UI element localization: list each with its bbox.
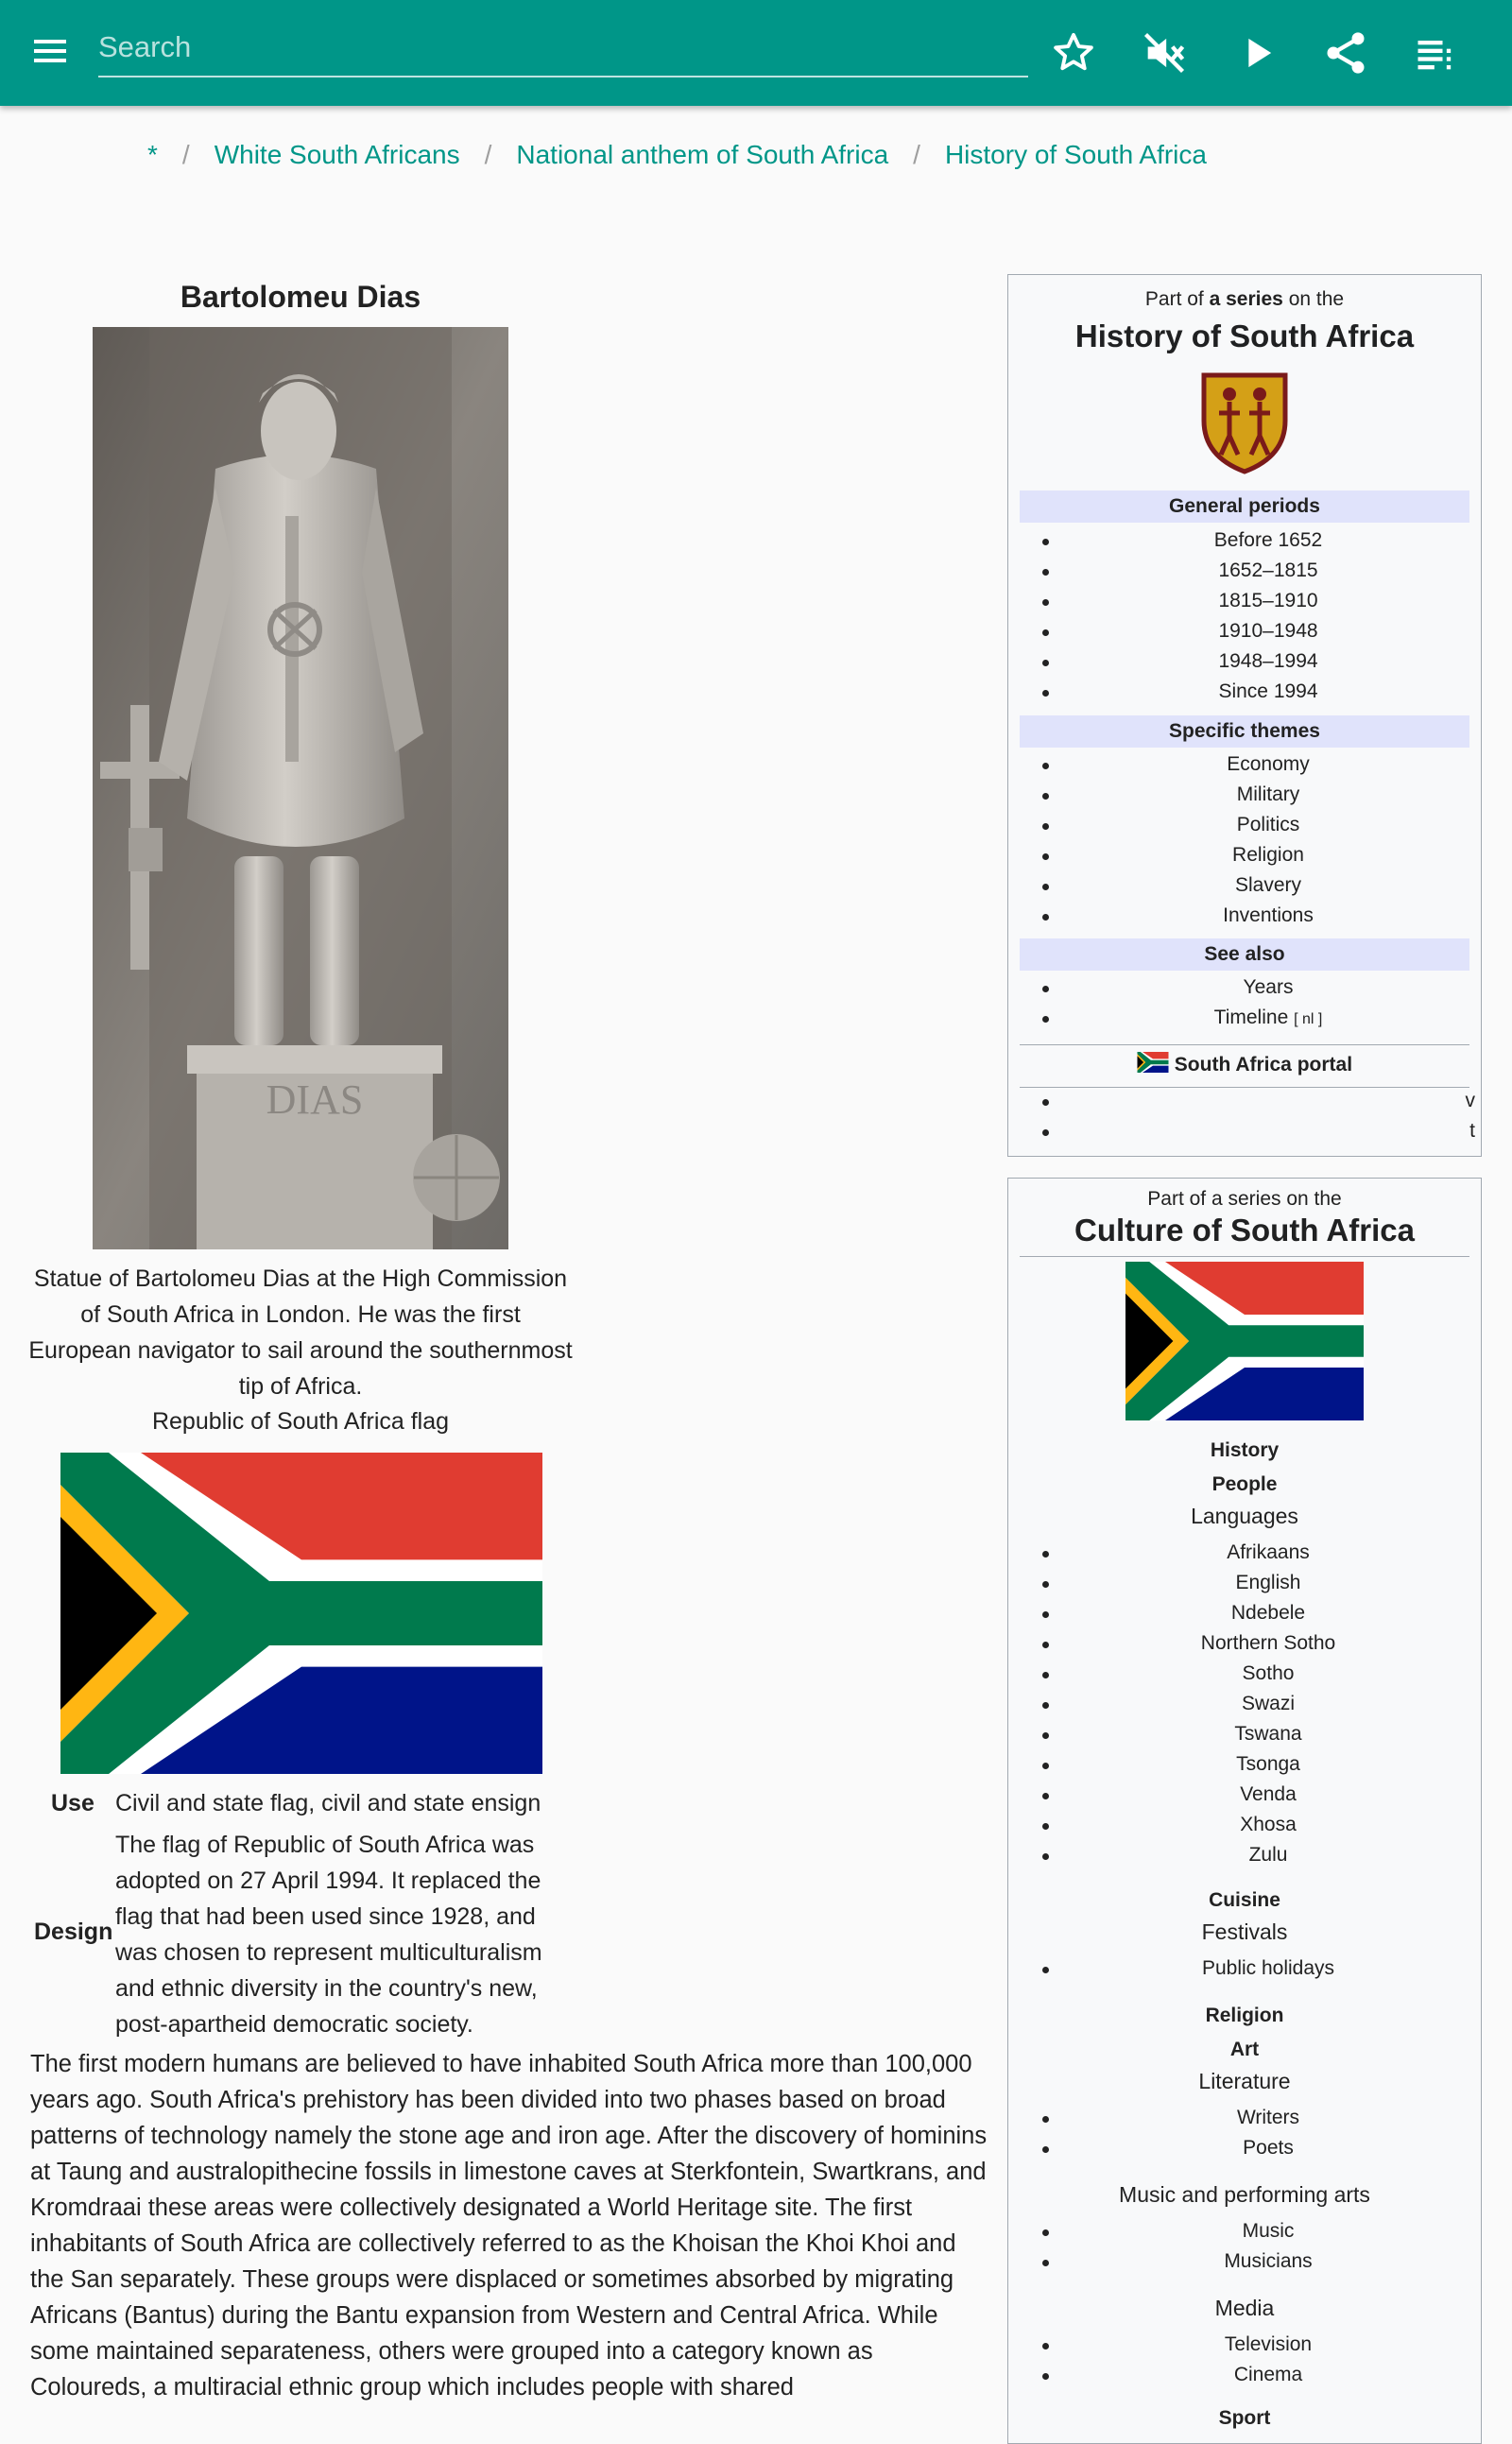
- statue-inscription: DIAS: [266, 1076, 364, 1123]
- culture-people-link[interactable]: People: [1211, 1473, 1278, 1495]
- breadcrumb-separator: /: [913, 140, 920, 169]
- history-sidebar-title[interactable]: History of South Africa: [1074, 318, 1415, 353]
- breadcrumb-root[interactable]: *: [147, 140, 158, 169]
- search-box: [98, 21, 1028, 77]
- breadcrumb-white-south-africans[interactable]: White South Africans: [214, 140, 460, 169]
- list-item[interactable]: Venda: [1008, 1780, 1481, 1810]
- general-periods-list: [1008, 525, 1481, 707]
- culture-sidebar-title[interactable]: Culture of South Africa: [1074, 1213, 1415, 1248]
- list-item[interactable]: 1948–1994: [1008, 646, 1481, 677]
- specific-themes-header: Specific themes: [1020, 715, 1469, 748]
- timeline-language-link[interactable]: [ nl ]: [1294, 1011, 1323, 1027]
- list-item[interactable]: Cinema: [1008, 2360, 1481, 2390]
- festivals-header[interactable]: Festivals: [1201, 1919, 1288, 1944]
- literature-header[interactable]: Literature: [1198, 2069, 1291, 2093]
- divider: [1020, 1044, 1469, 1045]
- list-item[interactable]: Religion: [1008, 840, 1481, 870]
- list-item[interactable]: Afrikaans: [1008, 1538, 1481, 1568]
- breadcrumb-national-anthem[interactable]: National anthem of South Africa: [516, 140, 889, 169]
- talk-link[interactable]: t: [1008, 1116, 1481, 1146]
- south-africa-flag-image[interactable]: [60, 1453, 542, 1774]
- specific-themes-list: [1008, 749, 1481, 931]
- media-list: [1008, 2330, 1481, 2390]
- star-icon[interactable]: [1049, 28, 1098, 77]
- flag-caption: Republic of South Africa flag: [151, 1408, 450, 1435]
- festivals-list: [1008, 1953, 1481, 1984]
- list-item[interactable]: Politics: [1008, 810, 1481, 840]
- article-paragraph: The first modern humans are believed to have inhabited South Africa more than 100,000 years ago. South Africa's prehistory has been divided into two phases based on broad patterns of technology namely the stone age and iron age. After the discovery of hominins at Taung and australopithecine fossils in limestone caves at Sterkfontein, Swartkrans, and Kromdraai these areas were collectively designated a World Heritage site. The first inhabitants of South Africa are collectively referred to as the Khoisan the Khoi Khoi and the San separately. These groups were displaced or sometimes absorbed by migrating Africans (Bantus) during the Bantu expansion from Western and Central Africa. While some maintained separateness, others were grouped into a category known as Coloureds, a multiracial ethnic group which includes people with shared: [30, 2051, 988, 2401]
- list-item[interactable]: Inventions: [1008, 901, 1481, 931]
- list-item[interactable]: Northern Sotho: [1008, 1628, 1481, 1659]
- culture-history-link[interactable]: History: [1210, 1439, 1280, 1461]
- search-input[interactable]: [98, 23, 1028, 72]
- list-item[interactable]: Tswana: [1008, 1719, 1481, 1749]
- list-item[interactable]: Tsonga: [1008, 1749, 1481, 1780]
- languages-header[interactable]: Languages: [1191, 1504, 1298, 1528]
- list-item[interactable]: Since 1994: [1008, 677, 1481, 707]
- list-item[interactable]: Economy: [1008, 749, 1481, 780]
- statue-title: Bartolomeu Dias: [180, 280, 421, 314]
- list-item[interactable]: Before 1652: [1008, 525, 1481, 556]
- vte-list: [1008, 1086, 1481, 1146]
- series-link[interactable]: a series: [1209, 288, 1283, 310]
- list-item[interactable]: English: [1008, 1568, 1481, 1598]
- list-item[interactable]: 1652–1815: [1008, 556, 1481, 586]
- general-periods-header: General periods: [1020, 491, 1469, 523]
- flag-use-text: Civil and state flag, civil and state ensign: [115, 1790, 541, 1816]
- culture-series-prefix: Part of a series on the: [1147, 1188, 1342, 1210]
- list-item[interactable]: Public holidays: [1008, 1953, 1481, 1984]
- list-item[interactable]: Ndebele: [1008, 1598, 1481, 1628]
- see-also-header: See also: [1020, 938, 1469, 971]
- breadcrumb-separator: /: [181, 140, 190, 169]
- play-icon[interactable]: [1232, 28, 1281, 77]
- list-item[interactable]: Music: [1008, 2216, 1481, 2246]
- list-item[interactable]: Sotho: [1008, 1659, 1481, 1689]
- breadcrumb: [147, 140, 1207, 170]
- series-prefix: Part of a series on the: [1144, 288, 1345, 310]
- statue-caption: Statue of Bartolomeu Dias at the High Commission of South Africa in London. He was the first European navigator to sail around the southernmost tip of Africa.: [28, 1265, 573, 1400]
- menu-icon[interactable]: [28, 30, 77, 76]
- list-item[interactable]: Musicians: [1008, 2246, 1481, 2277]
- list-item[interactable]: Years: [1008, 972, 1481, 1003]
- see-also-list: [1008, 972, 1481, 1033]
- list-item[interactable]: 1815–1910: [1008, 586, 1481, 616]
- flag-icon: [1137, 1052, 1169, 1073]
- list-item[interactable]: Writers: [1008, 2103, 1481, 2133]
- list-item[interactable]: Swazi: [1008, 1689, 1481, 1719]
- breadcrumb-separator: /: [484, 140, 492, 169]
- music-list: [1008, 2216, 1481, 2277]
- list-item[interactable]: Timeline [ nl ]: [1008, 1003, 1481, 1033]
- cuisine-link[interactable]: Cuisine: [1209, 1889, 1280, 1911]
- religion-link[interactable]: Religion: [1205, 2005, 1284, 2026]
- languages-list: [1008, 1538, 1481, 1870]
- media-header[interactable]: Media: [1214, 2296, 1275, 2320]
- culture-sidebar: [1007, 1178, 1482, 2444]
- list-item[interactable]: Zulu: [1008, 1840, 1481, 1870]
- culture-flag-image[interactable]: [1008, 1262, 1481, 1425]
- flag-design-text: The flag of Republic of South Africa was adopted on 27 April 1994. It replaced the flag that had been used since 1928, and was chosen to represent multiculturalism and ethnic diversity in the country's new, post-apartheid democratic society.: [115, 1832, 542, 2038]
- view-link[interactable]: v: [1008, 1086, 1481, 1116]
- share-icon[interactable]: [1321, 28, 1370, 77]
- art-link[interactable]: Art: [1229, 2039, 1260, 2060]
- literature-list: [1008, 2103, 1481, 2163]
- portal-link[interactable]: South Africa portal: [1008, 1052, 1481, 1076]
- history-sidebar: [1007, 274, 1482, 1157]
- statue-image[interactable]: [93, 327, 508, 1249]
- list-item[interactable]: 1910–1948: [1008, 616, 1481, 646]
- volume-off-icon[interactable]: [1140, 28, 1189, 77]
- list-item[interactable]: Television: [1008, 2330, 1481, 2360]
- flag-design-label: Design: [34, 1919, 113, 1945]
- divider: [1020, 1256, 1469, 1257]
- music-header[interactable]: Music and performing arts: [1119, 2182, 1370, 2207]
- list-item[interactable]: Poets: [1008, 2133, 1481, 2163]
- coat-of-arms-icon[interactable]: [1008, 370, 1481, 480]
- flag-use-label: Use: [51, 1790, 94, 1816]
- breadcrumb-history[interactable]: History of South Africa: [944, 140, 1207, 169]
- app-bar: [0, 0, 1512, 106]
- playlist-icon[interactable]: [1412, 28, 1461, 77]
- list-item[interactable]: Xhosa: [1008, 1810, 1481, 1840]
- list-item[interactable]: Slavery: [1008, 870, 1481, 901]
- sport-link[interactable]: Sport: [1218, 2407, 1271, 2429]
- list-item[interactable]: Military: [1008, 780, 1481, 810]
